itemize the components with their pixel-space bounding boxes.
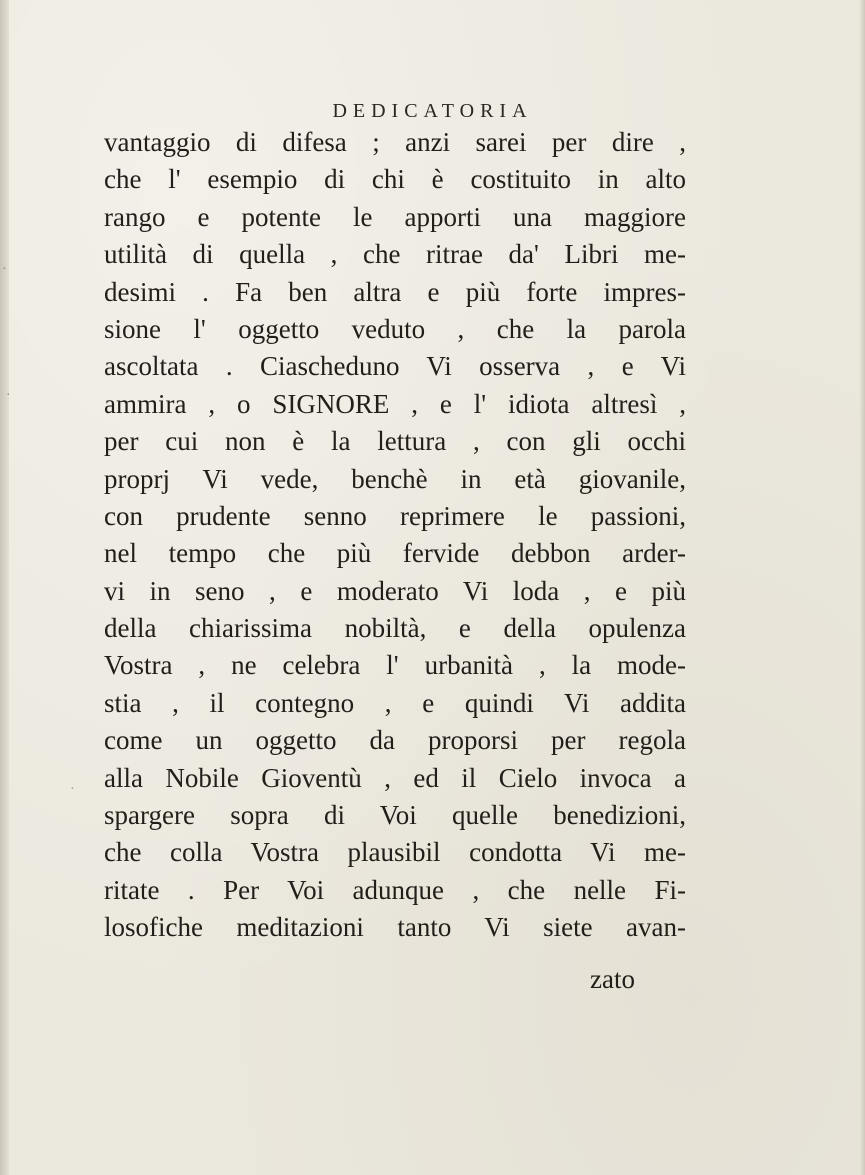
text-line: spargere sopra di Voi quelle benedizioni, bbox=[104, 800, 686, 831]
text-line: desimi . Fa ben altra e più forte impres- bbox=[104, 276, 686, 307]
text-line: rango e potente le apporti una maggiore bbox=[104, 201, 686, 232]
text-line: alla Nobile Gioventù , ed il Cielo invoca a bbox=[104, 762, 686, 793]
text-line: ascoltata . Ciascheduno Vi osserva , e Vi bbox=[104, 351, 686, 382]
text-line: vantaggio di difesa ; anzi sarei per dire , bbox=[104, 127, 686, 157]
text-line: con prudente senno reprimere le passioni, bbox=[104, 500, 686, 531]
running-head: DEDICATORIA bbox=[332, 100, 533, 122]
text-line: vi in seno , e moderato Vi loda , e più bbox=[104, 575, 686, 606]
text-line: come un oggetto da proporsi per regola bbox=[104, 725, 686, 756]
body-text bbox=[104, 124, 686, 947]
catchword: zato bbox=[590, 964, 635, 994]
margin-speck: · bbox=[6, 388, 11, 403]
margin-speck: · bbox=[2, 262, 7, 277]
text-line: che colla Vostra plausibil condotta Vi me- bbox=[104, 837, 686, 868]
text-line: sione l' oggetto veduto , che la parola bbox=[104, 313, 686, 344]
text-line: Vostra , ne celebra l' urbanità , la mode- bbox=[104, 650, 686, 681]
text-line: utilità di quella , che ritrae da' Libri me- bbox=[104, 239, 686, 270]
text-line: che l' esempio di chi è costituito in alto bbox=[104, 164, 686, 195]
margin-speck: · bbox=[70, 782, 75, 797]
page-right-edge bbox=[859, 0, 865, 1175]
page-left-edge bbox=[0, 0, 9, 1175]
text-line: ritate . Per Voi adunque , che nelle Fi- bbox=[104, 874, 686, 905]
text-line: della chiarissima nobiltà, e della opulenza bbox=[104, 613, 686, 644]
text-line: stia , il contegno , e quindi Vi addita bbox=[104, 687, 686, 718]
text-line: ammira , o SIGNORE , e l' idiota altresì , bbox=[104, 388, 686, 419]
text-line: nel tempo che più fervide debbon arder- bbox=[104, 538, 686, 569]
text-line: per cui non è la lettura , con gli occhi bbox=[104, 426, 686, 457]
text-line: proprj Vi vede, benchè in età giovanile, bbox=[104, 463, 686, 494]
text-line: losofiche meditazioni tanto Vi siete avan- bbox=[104, 912, 686, 943]
